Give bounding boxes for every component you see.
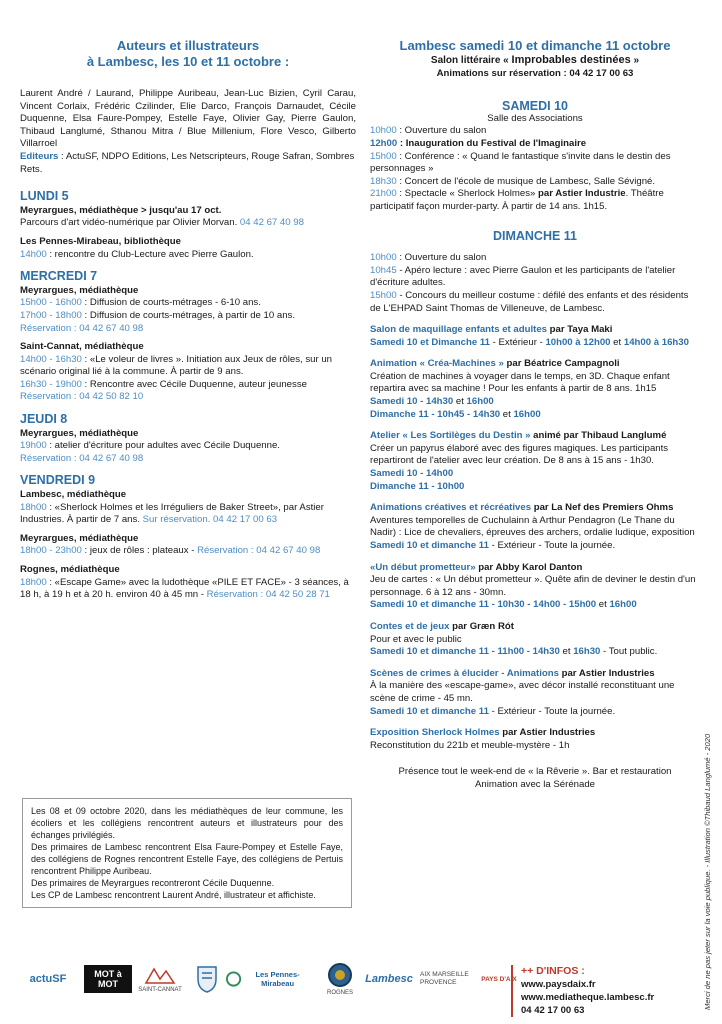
event-line: 16h30 - 19h00 : Rencontre avec Cécile Duquenne, auteur jeunesse [20, 378, 307, 390]
venue: Saint-Cannat, médiathèque [20, 341, 144, 353]
day-mercredi: MERCREDI 7 [20, 269, 98, 284]
event-line: 19h00 : atelier d'écriture pour adultes avec Cécile Duquenne. [20, 440, 280, 452]
event-line: 15h00 : Conférence : « Quand le fantastique s'invite dans le destin des personnages » [370, 150, 671, 175]
info-phone: 04 42 17 00 63 [521, 1005, 585, 1016]
rognes-logo: ROGNES [320, 956, 360, 1002]
lambesc-logo: Lambesc [365, 973, 413, 985]
day-dimanche: DIMANCHE 11 [492, 228, 578, 243]
event-exposition: Exposition Sherlock Holmes par Astier Industries Reconstitution du 221b et meuble-mystère - 1h [370, 727, 596, 751]
event-maquillage: Salon de maquillage enfants et adultes par Taya Maki Samedi 10 et Dimanche 11 - Extérieur - 10h00 à 12h00 et 14h00 à 16h30 [370, 324, 689, 348]
event-line: 18h00 : «Sherlock Holmes et les Irréguliers de Baker Street», par Astier Industries. À partir de 7 ans. Sur réservation. 04 42 17 00 63 [20, 501, 324, 526]
side-legal-note: Merci de ne pas jeter sur la voie publique. - Illustration ©Thibaud Langlumé - 2020 [703, 733, 712, 1010]
aix-marseille-provence-logo: AIX MARSEILLE PROVENCE [420, 971, 469, 986]
venue: Lambesc, médiathèque [20, 489, 127, 501]
day-samedi: SAMEDI 10 [502, 99, 568, 114]
info-block [511, 965, 671, 1017]
venue-salle: Salle des Associations [487, 112, 583, 124]
venue: Meyrargues, médiathèque [20, 284, 139, 296]
day-vendredi: VENDREDI 9 [20, 473, 96, 488]
event-line: 17h00 - 18h00 : Diffusion de courts-métrages, à partir de 10 ans. [20, 309, 296, 321]
coat-of-arms-logo [192, 956, 222, 1002]
saint-cannat-icon [144, 965, 176, 985]
left-column [20, 38, 356, 602]
event-contes: Contes et de jeux par Græn Rót Pour et avec le public Samedi 10 et dimanche 11 - 11h00 - 14h30 et 16h30 - Tout public. [370, 620, 658, 658]
event-line: 10h00 : Ouverture du salon [370, 252, 487, 264]
event-sortileges: Atelier « Les Sortilèges du Destin » animé par Thibaud Langlumé Créer un papyrus élaboré avec des figures magiques. Les participants repartiront de l'atelier avec leur création. De 8 ans à 15 ans - 1h30. Samedi 10 - 14h00 Dimanche 11 - 10h00 [370, 430, 669, 492]
event-crea-machines: Animation « Créa-Machines » par Béatrice Campagnoli Création de machines à voyager dans le temps, en 3D. Chaque enfant repartira avec sa machine ! Pour les enfants à partir de 8 ans. 1h15 Samedi 10 - 14h30 et 16h00 Dimanche 11 - 10h45 - 14h30 et 16h00 [370, 358, 670, 420]
day-lundi: LUNDI 5 [20, 189, 69, 204]
pennes-mirabeau-logo: Les Pennes-Mirabeau [226, 956, 314, 1002]
salon-subtitle: Salon littéraire « Improbables destinées » [430, 54, 640, 66]
event-line: 18h00 : «Escape Game» avec la ludothèque «PILE ET FACE» - 3 séances, à 18 h, à 19 h et à 20 h. environ 40 à 45 mn - Réservation : 04 42 50 28 71 [20, 576, 349, 601]
footer-note: Présence tout le week-end de « la Rêverie ». Bar et restauration Animation avec la Sérénade [398, 766, 672, 790]
animations-reservation: Animations sur réservation : 04 42 17 00 63 [436, 67, 634, 79]
event-line: 21h00 : Spectacle « Sherlock Holmes» par Astier Industrie. Théâtre participatif façon murder-party. À partir de 14 ans. 1h15. [370, 188, 664, 212]
event-nef-premiers-ohms: Animations créatives et récréatives par La Nef des Premiers Ohms Aventures temporelles de Cuchulainn à Arthur Pendagron (Le Thane du Nadir) : Lice de chevaliers, épreuves des archers, ordalie ludique, exposition Samedi 10 et dimanche 11 - Extérieur - Toute la journée. [370, 502, 695, 551]
shield-icon [196, 965, 218, 993]
venue: Meyrargues, médiathèque [20, 532, 139, 544]
event-line: 14h00 - 16h30 : «Le voleur de livres ». Initiation aux Jeux de rôles, sur un scénario original lié à la commune. À partir de 9 ans. [20, 353, 332, 378]
event-line: 15h00 - 16h00 : Diffusion de courts-métrages - 6-10 ans. [20, 297, 261, 309]
event-line: 15h00 - Concours du meilleur costume : défilé des enfants et des résidents de L'EHPAD Saint Thomas de Villeneuve, de Lambesc. [370, 289, 689, 314]
saint-cannat-logo: SAINT-CANNAT [134, 956, 186, 1002]
rognes-emblem-icon [327, 962, 353, 988]
leaf-icon [226, 969, 241, 989]
reservation-line: Réservation : 04 42 67 40 98 [20, 452, 144, 464]
event-line: 10h00 : Ouverture du salon [370, 125, 487, 137]
website-link-paysdaix[interactable]: www.paysdaix.fr [521, 979, 596, 990]
event-line: 10h45 - Apéro lecture : avec Pierre Gaulon et les participants de l'atelier d'écriture adultes. [370, 264, 676, 289]
editors-list: Editeurs : ActuSF, NDPO Editions, Les Netscripteurs, Rouge Safran, Sombres Rets. [20, 150, 355, 175]
authors-list: Laurent André / Laurand, Philippe Auribeau, Jean-Luc Bizien, Cyril Carau, Vincent Corlaix, Frédéric Czilinder, Elie Darco, François Darnaudet, Cécile Duquenne, Elsa Faure-Pompey, Estelle Faye, Olivier Gay, Pierre Gaulon, Thibaud Langlumé, Sthanou Mitra / Blue Millenium, Flore Vesco, Gilberto Villarroel [20, 88, 356, 150]
authors-title: Auteurs et illustrateurs à Lambesc, les 10 et 11 octobre : [86, 38, 290, 69]
info-title: ++ D'INFOS : [521, 965, 585, 977]
pays-d-aix-logo: PAYS D'AIX [481, 975, 517, 983]
event-line: 18h00 - 23h00 : jeux de rôles : plateaux - Réservation : 04 42 67 40 98 [20, 545, 321, 557]
event-debut-prometteur: «Un début prometteur» par Abby Karol Danton Jeu de cartes : « Un début prometteur ». Quête afin de deviner le destin d'un personnage. 6 à 12 ans - 30mn. Samedi 10 et dimanche 11 - 10h30 - 14h00 - 15h00 et 16h00 [370, 561, 696, 611]
reservation-line: Réservation : 04 42 50 82 10 [20, 391, 144, 403]
website-link-mediatheque[interactable]: www.mediatheque.lambesc.fr [521, 992, 655, 1003]
schools-box: Les 08 et 09 octobre 2020, dans les médiathèques de leur commune, les écoliers et les collégiens rencontrent auteurs et illustrateurs pour des échanges privilégiés. Des primaires de Lambesc rencontrent Elsa Faure-Pompey et Estelle Faye, des collégiens de Rognes rencontrent Estelle Faye, des collégiens de Pertuis rencontrent Philippe Auribeau. Des primaires de Meyrargues recontreront Cécile Duquenne. Les CP de Lambesc rencontrent Laurent André, illustrateur et affichiste. [22, 798, 352, 908]
day-jeudi: JEUDI 8 [20, 412, 68, 427]
event-line: Parcours d'art vidéo-numérique par Olivier Morvan. 04 42 67 40 98 [20, 217, 304, 229]
event-line: 14h00 : rencontre du Club-Lecture avec Pierre Gaulon. [20, 248, 254, 260]
venue: Les Pennes-Mirabeau, bibliothèque [20, 235, 181, 247]
right-column [370, 38, 700, 792]
venue: Rognes, médiathèque [20, 564, 120, 575]
reservation-line: Réservation : 04 42 67 40 98 [20, 322, 144, 334]
partner-logos [22, 956, 517, 1002]
event-scenes-crimes: Scènes de crimes à élucider - Animations par Astier Industries À la manière des «escape-game», avec décor installé reconstituant une scène de crime - 45 mn. Samedi 10 et dimanche 11 - Extérieur - Toute la journée. [370, 667, 675, 717]
event-line: 12h00 : Inauguration du Festival de l'Imaginaire [370, 137, 587, 149]
actusf-logo: actuSF [29, 973, 67, 985]
event-line: 18h30 : Concert de l'école de musique de Lambesc, Salle Sévigné. [370, 175, 656, 187]
venue: Meyrargues, médiathèque [20, 427, 139, 439]
mot-a-mot-logo: MOT à MOT [84, 956, 132, 1002]
lambesc-title: Lambesc samedi 10 et dimanche 11 octobre [399, 38, 671, 53]
venue: Meyrargues, médiathèque > jusqu'au 17 oct. [20, 204, 222, 216]
